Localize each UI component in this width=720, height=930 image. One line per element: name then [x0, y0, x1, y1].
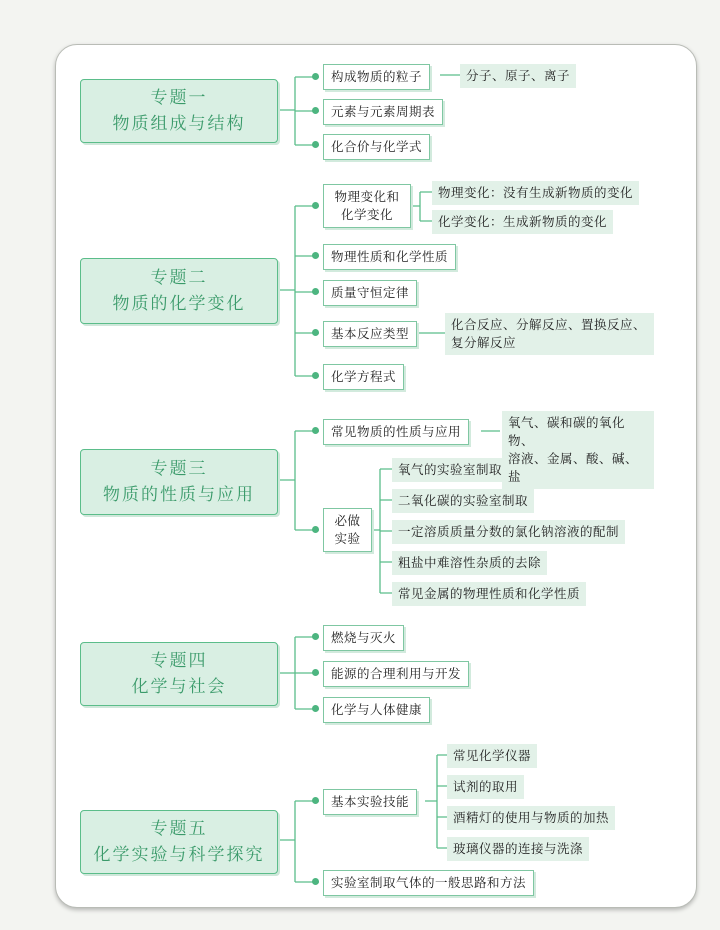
node-chemical-equation: 化学方程式	[323, 364, 404, 390]
leaf-skill-item: 酒精灯的使用与物质的加热	[447, 806, 615, 830]
node-energy: 能源的合理利用与开发	[323, 661, 469, 687]
node-valence-formula: 化合价与化学式	[323, 134, 430, 160]
connector-dot	[312, 669, 319, 676]
connector-dot	[312, 526, 319, 533]
leaf-reaction-types: 化合反应、分解反应、置换反应、 复分解反应	[445, 313, 654, 355]
topic-title: 专题三	[150, 459, 208, 479]
leaf-chemical-change: 化学变化：生成新物质的变化	[432, 210, 613, 234]
node-gas-preparation: 实验室制取气体的一般思路和方法	[323, 870, 534, 896]
topic-title: 专题五	[150, 819, 208, 839]
node-mass-conservation: 质量守恒定律	[323, 280, 417, 306]
leaf-experiment-item: 一定溶质质量分数的氯化钠溶液的配制	[392, 520, 625, 544]
topic-subtitle: 物质组成与结构	[112, 114, 246, 134]
topic-box-5	[80, 810, 278, 874]
connector-dot	[312, 202, 319, 209]
leaf-experiment-item: 氧气的实验室制取	[392, 458, 508, 482]
connector-dot	[312, 141, 319, 148]
leaf-experiment-item: 常见金属的物理性质和化学性质	[392, 582, 586, 606]
node-basic-skills: 基本实验技能	[323, 789, 417, 815]
connector-dot	[312, 633, 319, 640]
connector-dot	[312, 705, 319, 712]
node-particles: 构成物质的粒子	[323, 64, 430, 90]
topic-box-4	[80, 642, 278, 706]
topic-box-3	[80, 449, 278, 515]
topic-subtitle: 物质的化学变化	[112, 294, 246, 314]
node-combustion: 燃烧与灭火	[323, 625, 404, 651]
topic-title: 专题一	[150, 88, 208, 108]
node-elements-periodic-table: 元素与元素周期表	[323, 99, 443, 125]
connector-dot	[312, 427, 319, 434]
leaf-experiment-item: 二氧化碳的实验室制取	[392, 489, 534, 513]
leaf-molecules-atoms-ions: 分子、原子、离子	[460, 64, 576, 88]
connector-dot	[312, 878, 319, 885]
topic-box-2	[80, 258, 278, 324]
leaf-common-substances: 氧气、碳和碳的氧化物、 溶液、金属、酸、碱、盐	[502, 411, 654, 489]
leaf-skill-item: 常见化学仪器	[447, 744, 537, 768]
connector-dot	[312, 797, 319, 804]
topic-subtitle: 化学实验与科学探究	[93, 845, 265, 865]
node-physical-chemical-change: 物理变化和 化学变化	[323, 184, 411, 228]
leaf-skill-item: 玻璃仪器的连接与洗涤	[447, 837, 589, 861]
node-health: 化学与人体健康	[323, 697, 430, 723]
topic-subtitle: 物质的性质与应用	[103, 485, 255, 505]
connector-dot	[312, 107, 319, 114]
node-common-substances: 常见物质的性质与应用	[323, 419, 469, 445]
topic-subtitle: 化学与社会	[131, 677, 227, 697]
connector-dot	[312, 288, 319, 295]
node-properties: 物理性质和化学性质	[323, 244, 456, 270]
leaf-skill-item: 试剂的取用	[447, 775, 524, 799]
topic-title: 专题四	[150, 651, 208, 671]
node-required-experiments: 必做 实验	[323, 508, 372, 552]
connector-dot	[312, 372, 319, 379]
connector-dot	[312, 73, 319, 80]
leaf-experiment-item: 粗盐中难溶性杂质的去除	[392, 551, 547, 575]
leaf-physical-change: 物理变化：没有生成新物质的变化	[432, 181, 639, 205]
connector-dot	[312, 329, 319, 336]
topic-title: 专题二	[150, 268, 208, 288]
connector-dot	[312, 252, 319, 259]
topic-box-1	[80, 79, 278, 143]
node-reaction-types: 基本反应类型	[323, 321, 417, 347]
